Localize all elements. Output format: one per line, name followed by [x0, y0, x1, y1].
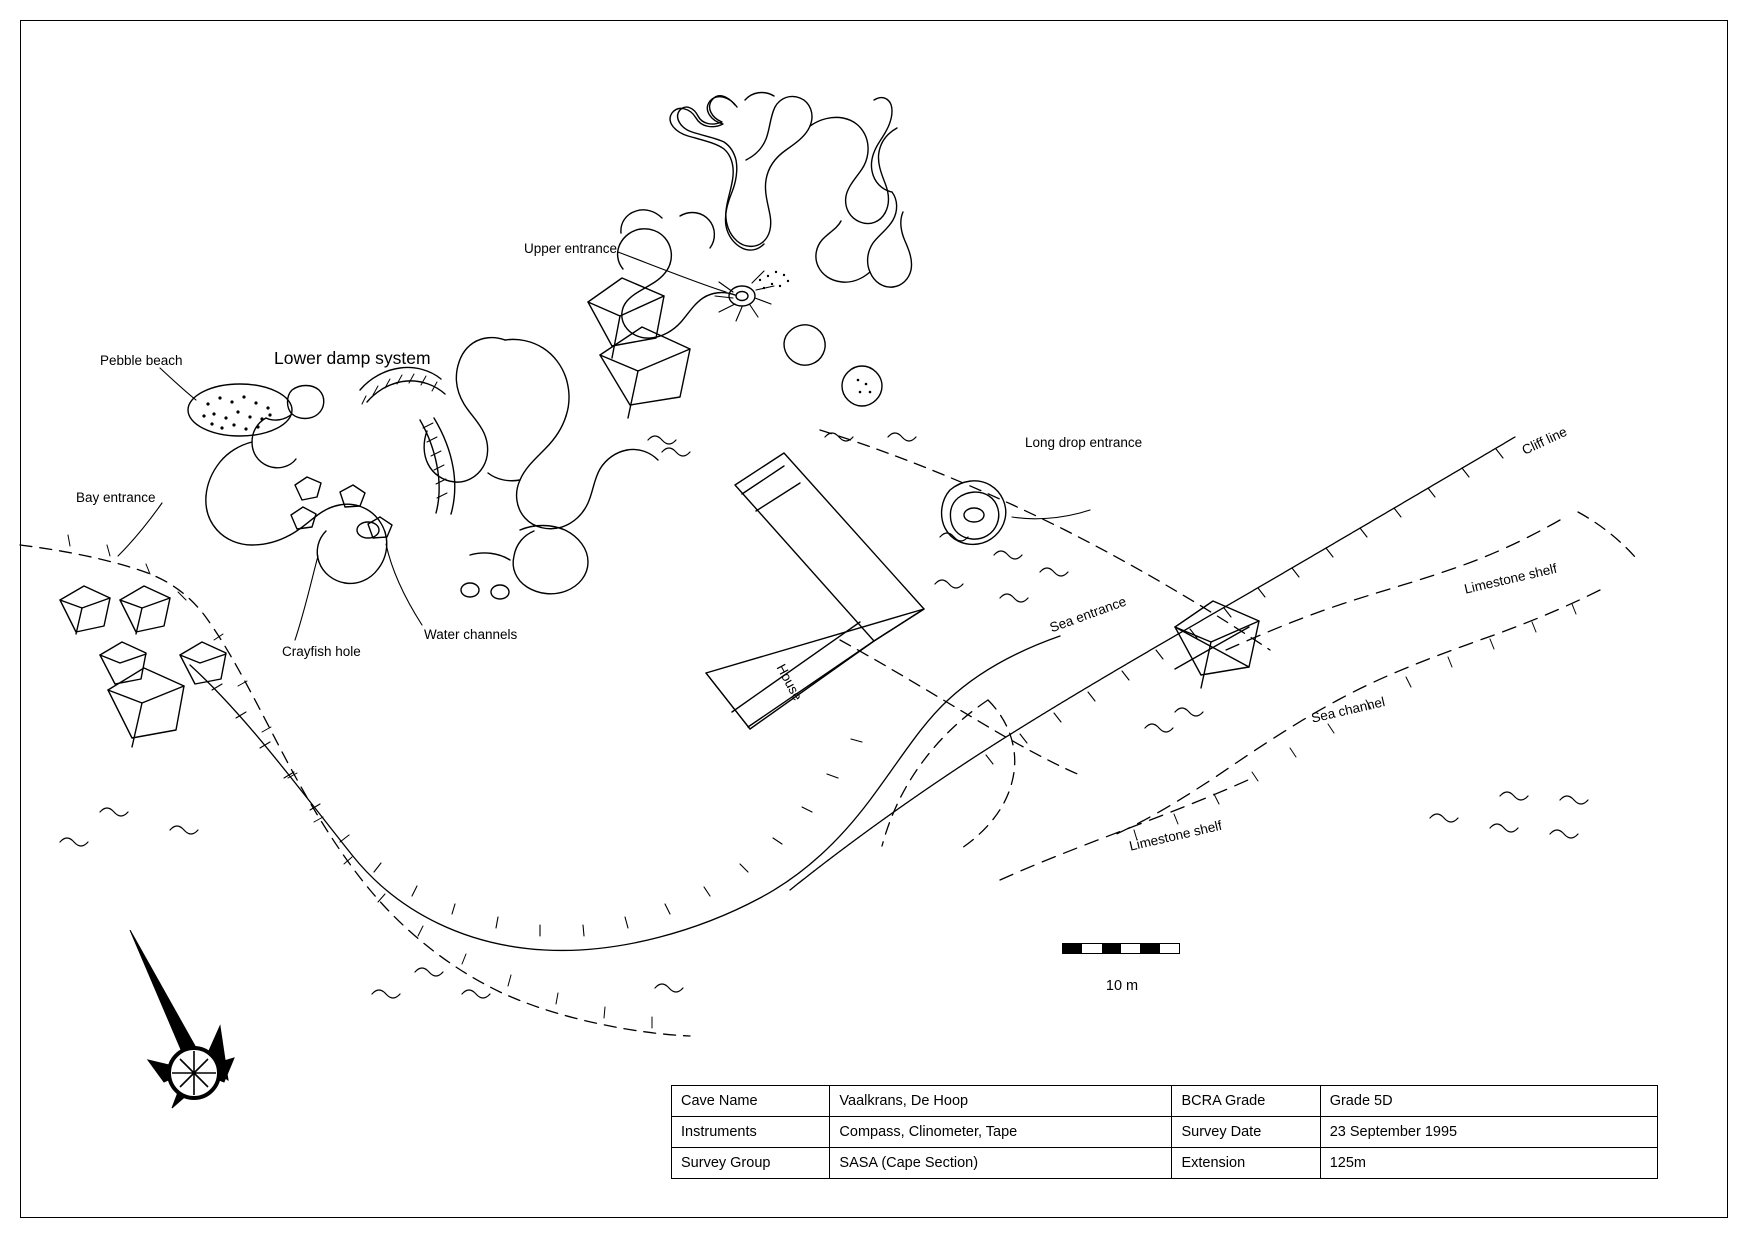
table-row: [672, 1117, 1658, 1148]
cave-name-value: Vaalkrans, De Hoop: [830, 1086, 1172, 1117]
house-building: [706, 453, 924, 729]
label-bay-entrance: Bay entrance: [76, 490, 156, 505]
instruments-key: Instruments: [672, 1117, 830, 1148]
label-water-channels: Water channels: [424, 627, 518, 642]
scale-segment: [1140, 944, 1159, 953]
cave-passages: [60, 96, 1259, 747]
scale-bar-label: 10 m: [1105, 978, 1139, 994]
extension-key: Extension: [1172, 1148, 1320, 1179]
scale-segment: [1121, 944, 1140, 953]
label-sea-entrance: Sea entrance: [1047, 593, 1129, 636]
instruments-value: Compass, Clinometer, Tape: [830, 1117, 1172, 1148]
label-crayfish-hole: Crayfish hole: [282, 644, 361, 659]
survey-date-key: Survey Date: [1172, 1117, 1320, 1148]
label-limestone-shelf-lower: Limestone shelf: [1127, 817, 1224, 854]
survey-info-table: [671, 1085, 1658, 1179]
scale-bar: [1062, 943, 1180, 954]
table-row: [672, 1148, 1658, 1179]
label-cliff-line: Cliff line: [1519, 423, 1570, 458]
label-house: House: [773, 661, 806, 704]
label-pebble-beach: Pebble beach: [100, 353, 183, 368]
bcra-grade-value: Grade 5D: [1320, 1086, 1657, 1117]
annotation-leaders: [118, 252, 1090, 640]
bcra-grade-key: BCRA Grade: [1172, 1086, 1320, 1117]
scale-segment: [1160, 944, 1179, 953]
label-long-drop-entrance: Long drop entrance: [1025, 435, 1143, 450]
label-lower-damp-system: Lower damp system: [274, 348, 431, 368]
scale-segment: [1082, 944, 1101, 953]
upper-passage-outline: [678, 93, 774, 251]
survey-group-value: SASA (Cape Section): [830, 1148, 1172, 1179]
scale-segment: [1102, 944, 1121, 953]
north-arrow: [128, 930, 278, 1110]
label-upper-entrance: Upper entrance: [524, 241, 618, 256]
cave-name-key: Cave Name: [672, 1086, 830, 1117]
scale-segment: [1063, 944, 1082, 953]
extension-value: 125m: [1320, 1148, 1657, 1179]
label-limestone-shelf-right: Limestone shelf: [1462, 560, 1559, 597]
survey-group-key: Survey Group: [672, 1148, 830, 1179]
scale-bar-group: [1062, 943, 1182, 994]
label-sea-channel: Sea channel: [1309, 694, 1387, 726]
table-row: [672, 1086, 1658, 1117]
survey-date-value: 23 September 1995: [1320, 1117, 1657, 1148]
